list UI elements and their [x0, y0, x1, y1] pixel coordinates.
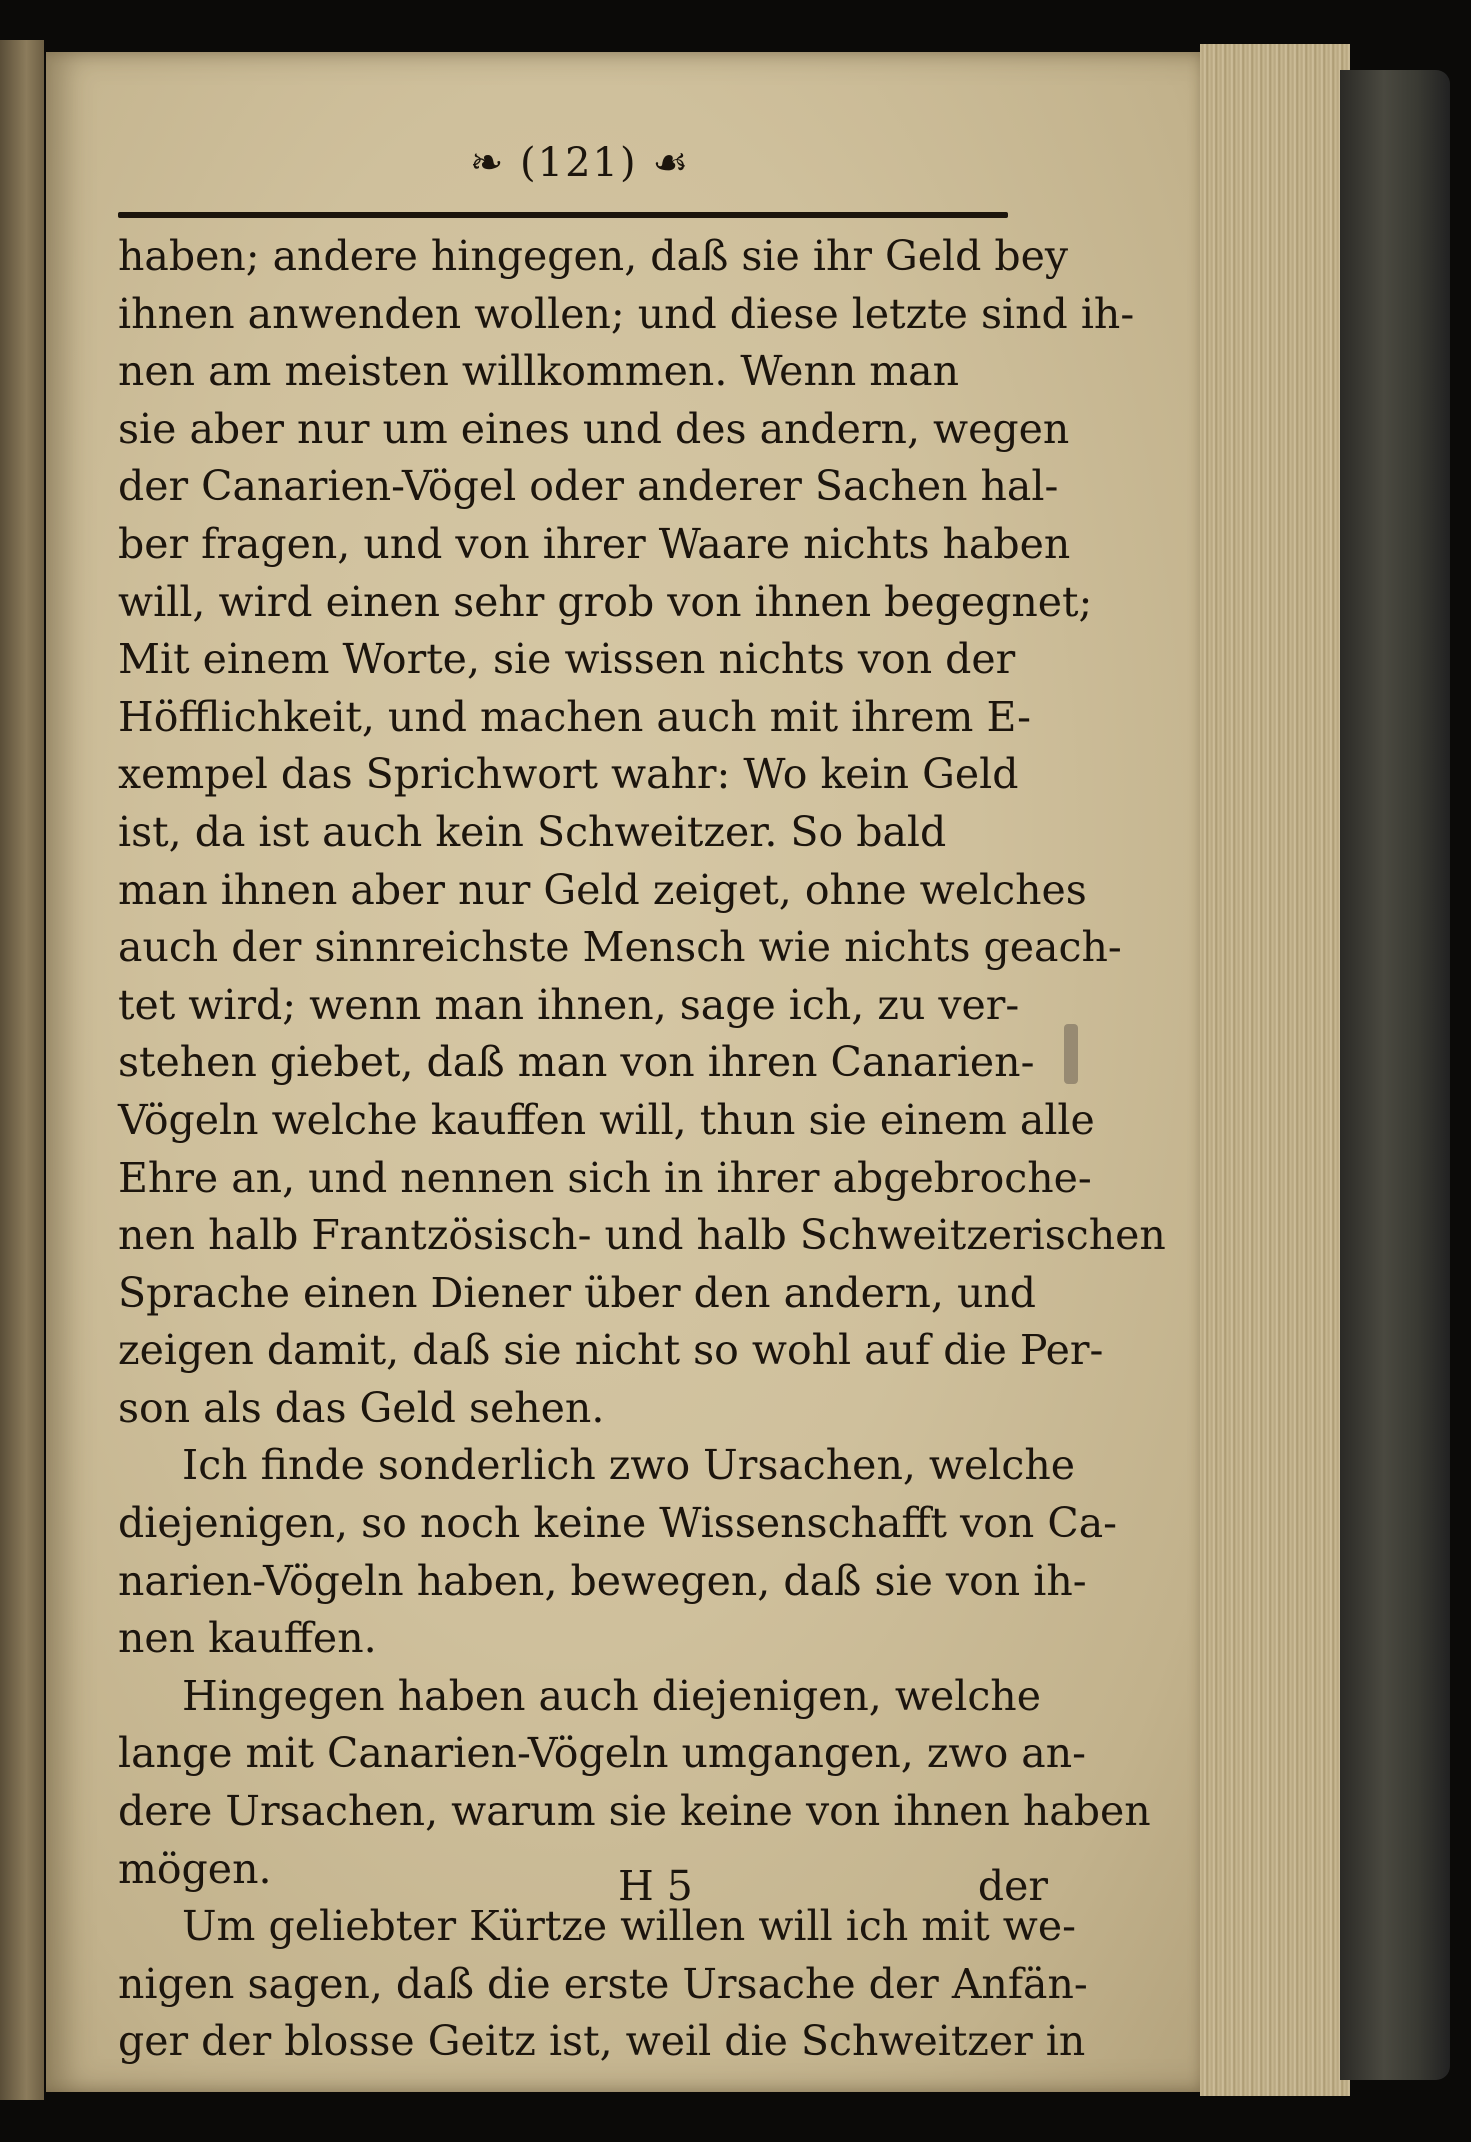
- text-line: Sprache einen Diener über den andern, und: [118, 1268, 1037, 1317]
- text-line: zeigen damit, daß sie nicht so wohl auf die Per-: [118, 1326, 1104, 1375]
- page-footer: [118, 1862, 1048, 1916]
- text-line: Mit einem Worte, sie wissen nichts von der: [118, 635, 1016, 684]
- ornament-left-icon: ❧: [469, 140, 521, 186]
- text-line: stehen giebet, daß man von ihren Canarien-: [118, 1038, 1035, 1087]
- text-line: der Canarien-Vögel oder anderer Sachen hal-: [118, 462, 1059, 511]
- catchword: der: [977, 1862, 1048, 1910]
- text-line: Vögeln welche kauffen will, thun sie einem alle: [118, 1095, 1095, 1144]
- page-block-edge: [1200, 44, 1350, 2096]
- text-line: Höfflichkeit, und machen auch mit ihrem E-: [118, 692, 1031, 741]
- ornament-right-icon: ☙: [637, 140, 691, 186]
- text-line: mögen.: [118, 1844, 272, 1893]
- text-line: sie aber nur um eines und des andern, wegen: [118, 404, 1070, 453]
- text-line: diejenigen, so noch keine Wissenschafft von Ca-: [118, 1499, 1117, 1548]
- facing-page-edge: [0, 40, 44, 2100]
- text-line: nen am meisten willkommen. Wenn man: [118, 347, 960, 396]
- body-text: [118, 228, 1166, 2071]
- text-line: nen halb Frantzösisch- und halb Schweitzerischen: [118, 1211, 1166, 1260]
- ink-mark: [1064, 1024, 1078, 1084]
- text-line: tet wird; wenn man ihnen, sage ich, zu ver-: [118, 980, 1020, 1029]
- text-line: nen kauffen.: [118, 1614, 377, 1663]
- page-header: [440, 140, 720, 196]
- text-line: xempel das Sprichwort wahr: Wo kein Geld: [118, 750, 1019, 799]
- text-line: Ich finde sonderlich zwo Ursachen, welche: [182, 1441, 1076, 1490]
- text-line: ihnen anwenden wollen; und diese letzte sind ih-: [118, 289, 1135, 338]
- text-line: Ehre an, und nennen sich in ihrer abgebroche-: [118, 1153, 1092, 1202]
- text-line: son als das Geld sehen.: [118, 1383, 605, 1432]
- text-line: ber fragen, und von ihrer Waare nichts haben: [118, 519, 1071, 568]
- text-line: ger der blosse Geitz ist, weil die Schweitzer in: [118, 2017, 1086, 2066]
- text-line: nigen sagen, daß die erste Ursache der Anfän-: [118, 1959, 1088, 2008]
- text-line: man ihnen aber nur Geld zeiget, ohne welches: [118, 865, 1087, 914]
- book-cover: [1340, 70, 1450, 2080]
- page-number: (121): [520, 140, 638, 186]
- text-line: will, wird einen sehr grob von ihnen begegnet;: [118, 577, 1093, 626]
- header-rule: [118, 212, 1008, 218]
- text-line: lange mit Canarien-Vögeln umgangen, zwo an-: [118, 1729, 1086, 1778]
- text-line: narien-Vögeln haben, bewegen, daß sie von ih-: [118, 1556, 1087, 1605]
- text-line: dere Ursachen, warum sie keine von ihnen haben: [118, 1787, 1151, 1836]
- signature-mark: H 5: [618, 1862, 693, 1910]
- text-line: auch der sinnreichste Mensch wie nichts geach-: [118, 923, 1122, 972]
- text-line: haben; andere hingegen, daß sie ihr Geld bey: [118, 232, 1069, 280]
- text-line: Hingegen haben auch diejenigen, welche: [182, 1671, 1041, 1720]
- text-line: ist, da ist auch kein Schweitzer. So bald: [118, 807, 947, 856]
- text-line: Um geliebter Kürtze willen will ich mit we-: [182, 1902, 1077, 1951]
